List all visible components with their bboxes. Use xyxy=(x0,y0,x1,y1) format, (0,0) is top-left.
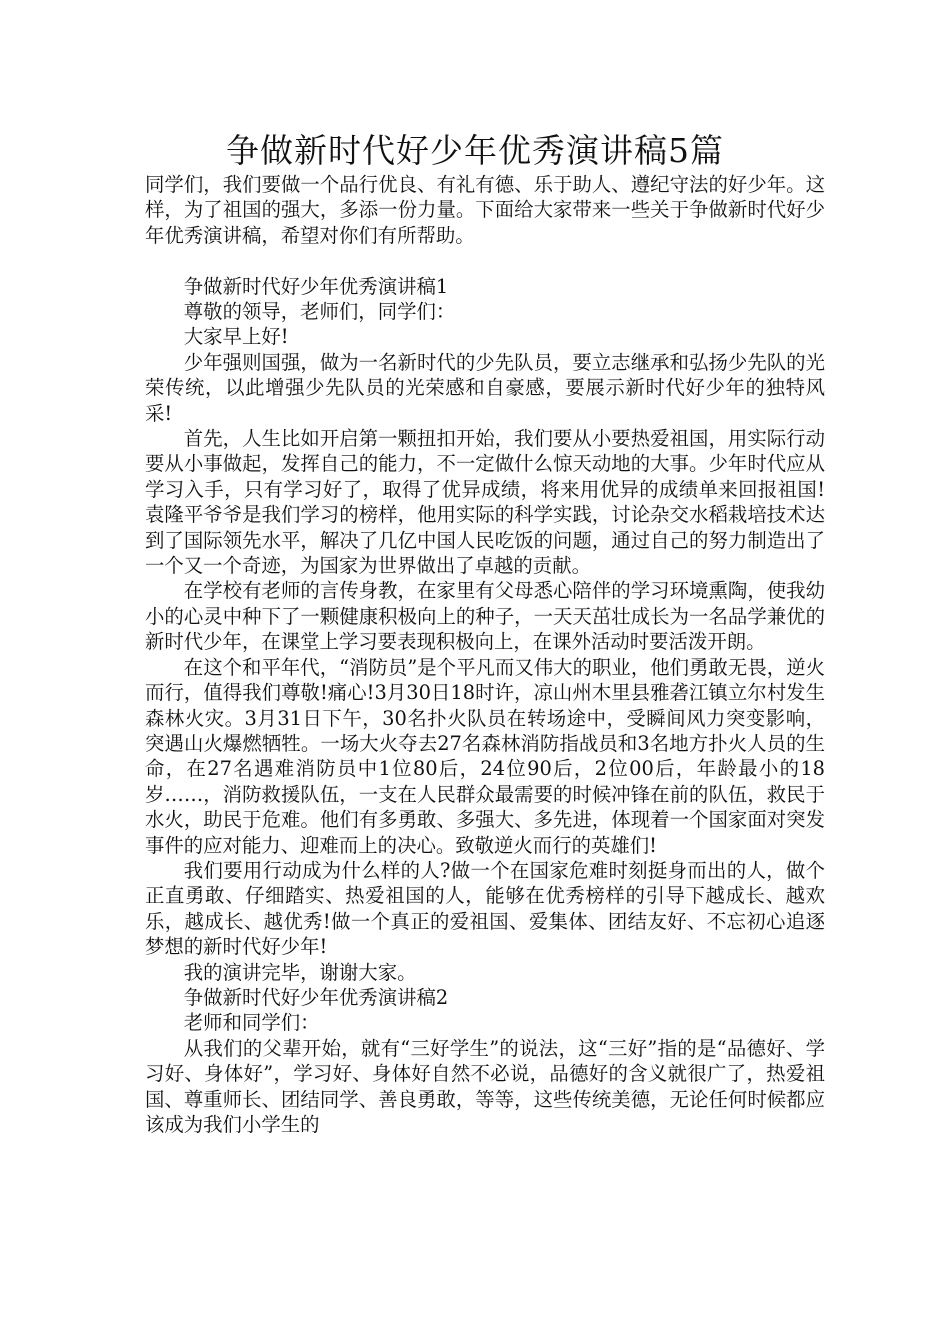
speech-1-paragraph: 在学校有老师的言传身教，在家里有父母悉心陪伴的学习环境熏陶，使我幼小的心灵中种下了一颗健康积极向上的种子，一天天茁壮成长为一名品学兼优的新时代少年，在课堂上学习要表现积极向上，在课外活动时要活泼开朗。 xyxy=(145,579,825,654)
speech-1-closing: 我的演讲完毕，谢谢大家。 xyxy=(183,960,417,984)
speech-1-salutation: 尊敬的领导，老师们，同学们： xyxy=(183,300,456,324)
speech-1-paragraph: 我们要用行动成为什么样的人?做一个在国家危难时刻挺身而出的人，做个正直勇敢、仔细踏实、热爱祖国的人，能够在优秀榜样的引导下越成长、越欢乐，越成长、越优秀!做一个真正的爱祖国、爱集体、团结友好、不忘初心追逐梦想的新时代好少年! xyxy=(145,858,825,959)
speech-1-paragraph: 首先，人生比如开启第一颗扭扣开始，我们要从小要热爱祖国，用实际行动要从小事做起，发挥自己的能力，不一定做什么惊天动地的大事。少年时代应从学习入手，只有学习好了，取得了优异成绩，将来用优异的成绩单来回报祖国!袁隆平爷爷是我们学习的榜样，他用实际的科学实践，讨论杂交水稻栽培技术达到了国际领先水平，解决了几亿中国人民吃饭的问题，通过自己的努力制造出了一个又一个奇迹，为国家为世界做出了卓越的贡献。 xyxy=(145,427,825,578)
speech-1-heading: 争做新时代好少年优秀演讲稿1 xyxy=(183,274,449,298)
speech-2-salutation: 老师和同学们： xyxy=(183,1011,320,1035)
intro-paragraph: 同学们，我们要做一个品行优良、有礼有德、乐于助人、遵纪守法的好少年。这样，为了祖国的强大，多添一份力量。下面给大家带来一些关于争做新时代好少年优秀演讲稿，希望对你们有所帮助。 xyxy=(145,173,825,247)
speech-1-paragraph: 在这个和平年代，“消防员”是个平凡而又伟大的职业，他们勇敢无畏，逆火而行，值得我们尊敬!痛心!3月30日18时许，凉山州木里县雅砻江镇立尔村发生森林火灾。3月31日下午，30名扑火队员在转场途中，受瞬间风力突变影响，突遇山火爆燃牺牲。一场大火夺去27名森林消防指战员和3名地方扑火人员的生命，在27名遇难消防员中1位80后，24位90后，2位00后，年龄最小的18岁……，消防救援队伍，一支在人民群众最需要的时候冲锋在前的队伍，救民于水火，助民于危难。他们有多勇敢、多强大、多先进，体现着一个国家面对突发事件的应对能力、迎难而上的决心。致敬逆火而行的英雄们! xyxy=(145,655,825,857)
speech-2-paragraph: 从我们的父辈开始，就有“三好学生”的说法，这“三好”指的是“品德好、学习好、身体好”，学习好、身体好自然不必说，品德好的含义就很广了，热爱祖国、尊重师长、团结同学、善良勇敢，等等，这些传统美德，无论任何时候都应该成为我们小学生的 xyxy=(145,1036,825,1137)
speech-1-greeting: 大家早上好! xyxy=(183,325,289,349)
document-title: 争做新时代好少年优秀演讲稿5篇 xyxy=(226,131,724,170)
speech-1-paragraph: 少年强则国强，做为一名新时代的少先队员，要立志继承和弘扬少先队的光荣传统，以此增强少先队员的光荣感和自豪感，要展示新时代好少年的独特风采! xyxy=(145,350,825,425)
document-body xyxy=(145,172,825,1137)
speech-2-heading: 争做新时代好少年优秀演讲稿2 xyxy=(183,985,449,1009)
